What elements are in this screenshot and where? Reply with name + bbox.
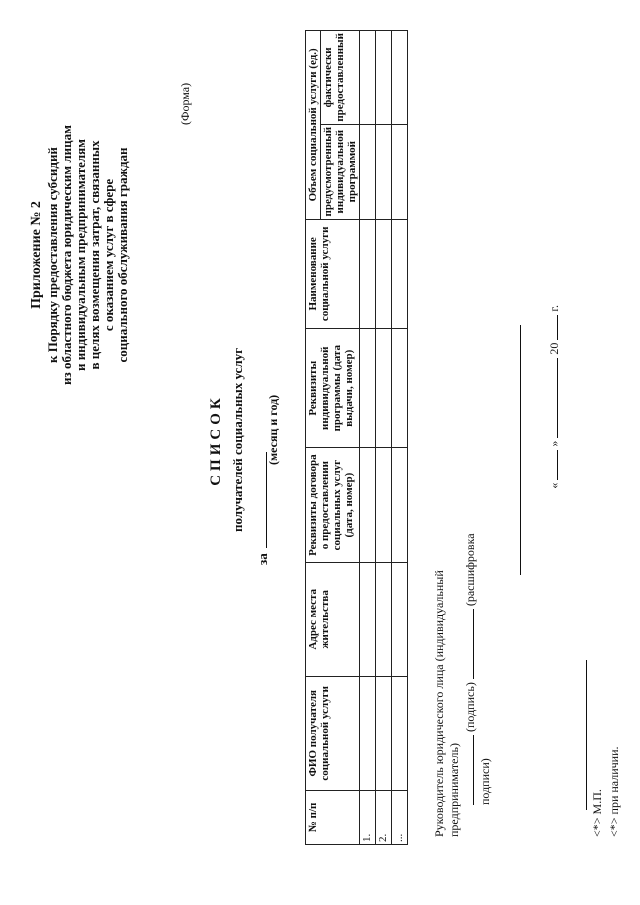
date-row <box>546 305 562 805</box>
month-blank <box>546 358 558 438</box>
table-header-row <box>306 31 321 845</box>
head-signature-label: Руководитель юридического лица (индивидуальный предприниматель) <box>432 570 461 837</box>
col-fio: ФИО получателя социальной услуги <box>306 676 360 790</box>
col-planned: предусмотренный индивидуальной программой <box>321 124 360 219</box>
document-title: СПИСОК <box>208 394 224 486</box>
period-prefix: за <box>255 553 270 565</box>
col-address: Адрес места жительства <box>306 562 360 676</box>
footnote: <*> при наличии. <box>607 746 621 837</box>
year-suffix: г. <box>547 305 561 312</box>
divider-line <box>586 660 587 810</box>
period-hint: (месяц и год) <box>266 394 280 465</box>
col-contract: Реквизиты договора о предоставлении социальных услуг (дата, номер) <box>306 448 360 562</box>
table-row <box>360 31 376 845</box>
decode-label: (расшифровка подписи) <box>463 533 492 805</box>
table-row <box>376 31 392 845</box>
signature-row <box>462 505 493 805</box>
appendix-line: из областного бюджета юридическим лицам <box>59 125 74 385</box>
day-blank <box>546 450 558 480</box>
recipients-table <box>305 30 408 845</box>
appendix-line: в целях возмещения затрат, связанных <box>87 140 102 370</box>
row-number: 2. <box>376 790 392 844</box>
date-quote-open: « <box>547 482 561 489</box>
appendix-line: к Порядку предоставления субсидий <box>45 147 60 363</box>
stamp-note: <*> М.П. <box>590 789 604 837</box>
appendix-line: с оказанием услуг в сфере <box>101 178 116 332</box>
document-subtitle: получателей социальных услуг <box>230 347 245 533</box>
appendix-title: Приложение № 2 <box>29 201 44 309</box>
year-prefix: 20 <box>547 342 561 355</box>
date-quote-close: » <box>547 440 561 447</box>
row-number: 1. <box>360 790 376 844</box>
row-number: ... <box>392 790 408 844</box>
table-row <box>392 31 408 845</box>
decode-blank <box>462 609 474 679</box>
col-no: № п/п <box>306 790 360 844</box>
year-blank <box>546 315 558 340</box>
appendix-line: социального обслуживания граждан <box>115 147 130 363</box>
form-label: (Форма) <box>178 82 192 125</box>
col-volume: Объем социальной услуги (ед.) <box>306 31 321 220</box>
signature-label: (подпись) <box>463 682 477 732</box>
col-program: Реквизиты индивидуальной программы (дата выдачи, номер) <box>306 329 360 448</box>
signature-blank <box>462 735 474 805</box>
divider-line <box>520 325 521 575</box>
col-actual: фактически предоставленный <box>321 31 360 125</box>
appendix-line: и индивидуальным предпринимателям <box>73 138 88 372</box>
appendix-block <box>30 45 130 465</box>
period-blank <box>254 452 267 548</box>
col-service: Наименование социальной услуги <box>306 219 360 328</box>
